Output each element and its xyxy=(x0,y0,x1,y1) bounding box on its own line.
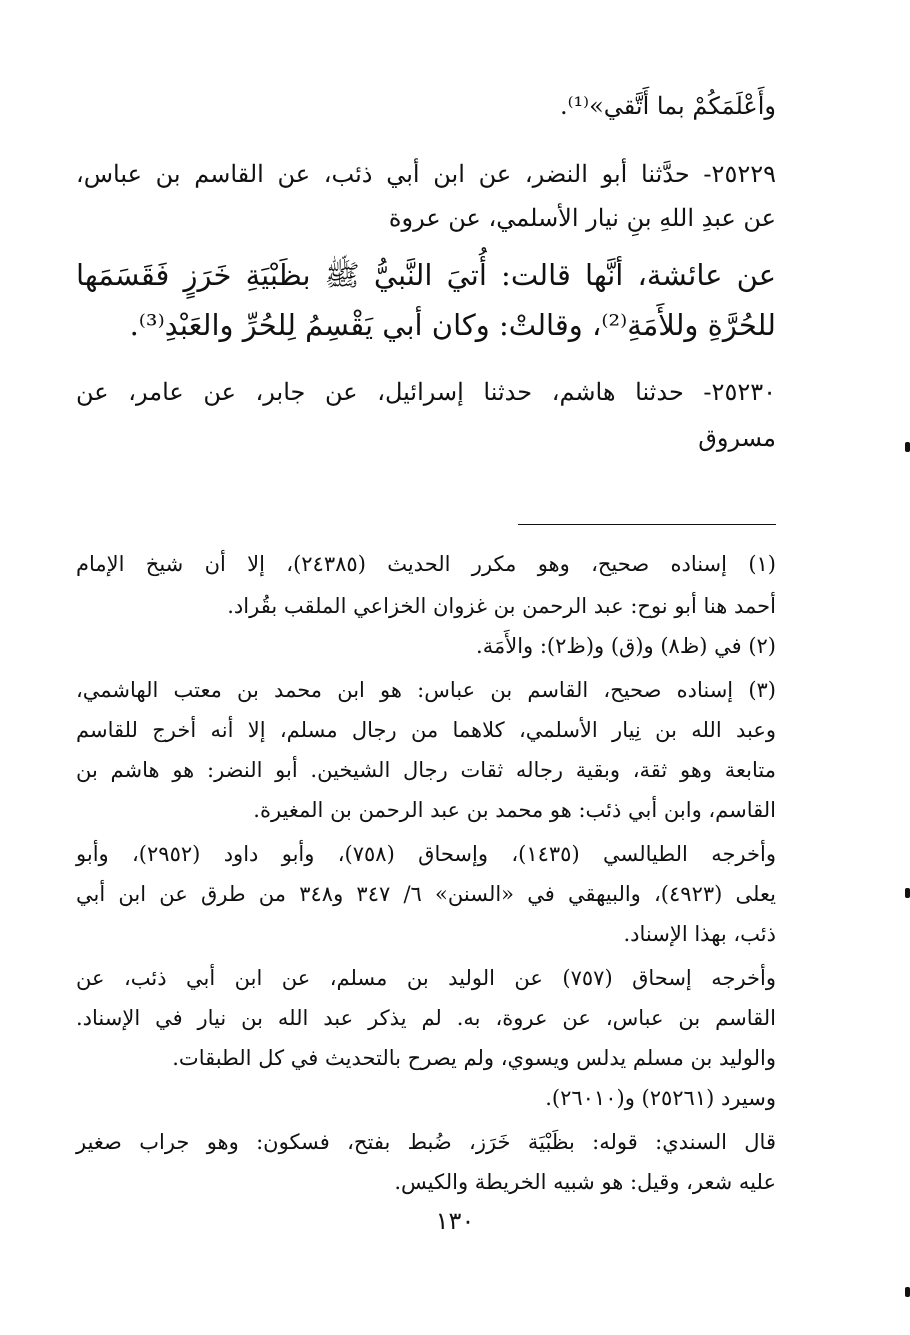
footnote-line: يعلى (٤٩٢٣)، والبيهقي في «السنن» ٦/ ٣٤٧ و٣٤٨ من طرق عن ابن أبي xyxy=(76,882,776,906)
scan-speck xyxy=(905,442,910,452)
text-line: عن عائشة، أنَّها قالت: أُتيَ النَّبيُّ ﷺ بظَبْيَةِ خَرَزٍ فَقَسَمَها xyxy=(76,258,776,292)
text-line: ٢٥٢٣٠- حدثنا هاشم، حدثنا إسرائيل، عن جابر، عن عامر، عن xyxy=(76,378,776,406)
footnote-line: (١) إسناده صحيح، وهو مكرر الحديث (٢٤٣٨٥)، إلا أن شيخ الإمام xyxy=(76,552,776,576)
text-line: مسروق xyxy=(698,424,776,452)
footnote-line: ذئب، بهذا الإسناد. xyxy=(623,922,776,946)
footnote-line: أحمد هنا أبو نوح: عبد الرحمن بن غزوان الخزاعي الملقب بقُراد. xyxy=(227,594,776,618)
text-line: وأَعْلَمَكُمْ بما أَتَّقي»⁽¹⁾. xyxy=(560,92,776,120)
hadith-25229-matn xyxy=(76,258,776,358)
scan-speck xyxy=(905,1287,910,1297)
footnote-line: وأخرجه الطيالسي (١٤٣٥)، وإسحاق (٧٥٨)، وأبو داود (٢٩٥٢)، وأبو xyxy=(76,842,776,866)
page-number: ١٣٠ xyxy=(435,1207,475,1235)
footnote-line: القاسم، وابن أبي ذئب: هو محمد بن عبد الرحمن بن المغيرة. xyxy=(253,798,776,822)
hadith-25230-isnad xyxy=(76,378,776,468)
footnote-line: متابعة وهو ثقة، وبقية رجاله ثقات رجال الشيخين. أبو النضر: هو هاشم بن xyxy=(76,758,776,782)
text-line: للحُرَّةِ وللأَمَةِ⁽²⁾، وقالتْ: وكان أبي يَقْسِمُ لِلحُرِّ والعَبْدِ⁽³⁾. xyxy=(129,308,776,342)
footnote-line: والوليد بن مسلم يدلس ويسوي، ولم يصرح بالتحديث في كل الطبقات. xyxy=(172,1046,776,1070)
footnote-line: (٢) في (ظ٨) و(ق) و(ظ٢): والأَمَة. xyxy=(476,634,776,658)
scan-speck xyxy=(905,888,910,898)
text-line: ٢٥٢٢٩- حدَّثنا أبو النضر، عن ابن أبي ذئب، عن القاسم بن عباس، xyxy=(76,160,776,188)
footnote-line: عليه شعر، وقيل: هو شبيه الخريطة والكيس. xyxy=(394,1170,776,1194)
footnote-line: وأخرجه إسحاق (٧٥٧) عن الوليد بن مسلم، عن ابن أبي ذئب، عن xyxy=(76,966,776,990)
footnote-line: قال السندي: قوله: بظَبْيَة خَرَز، ضُبط بفتح، فسكون: وهو جراب صغير xyxy=(76,1130,776,1154)
footnotes xyxy=(76,552,776,1202)
hadith-25229-isnad xyxy=(76,160,776,240)
footnote-line: القاسم بن عباس، عن عروة، به. لم يذكر عبد الله بن نيار في الإسناد. xyxy=(76,1006,776,1030)
text-line: عن عبدِ اللهِ بنِ نيار الأسلمي، عن عروة xyxy=(388,204,776,232)
footnote-line: (٣) إسناده صحيح، القاسم بن عباس: هو ابن محمد بن معتب الهاشمي، xyxy=(76,678,776,702)
footnote-line: وسيرد (٢٥٢٦١) و(٢٦٠١٠). xyxy=(545,1086,776,1110)
hadith-ending-line xyxy=(76,92,776,132)
footnote-line: وعبد الله بن نِيار الأسلمي، كلاهما من رجال مسلم، إلا أنه أخرج للقاسم xyxy=(76,718,776,742)
footnote-separator xyxy=(518,524,776,525)
